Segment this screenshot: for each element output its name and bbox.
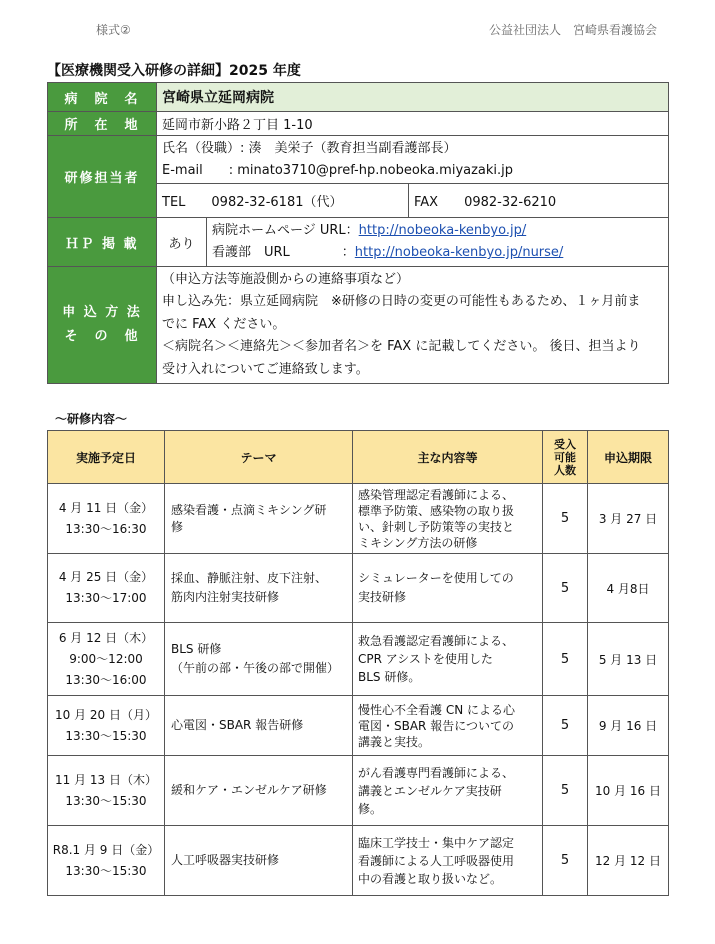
hospital-url-prefix: 病院ホームページ URL： <box>212 223 359 238</box>
header-capacity <box>543 431 588 484</box>
address-value: 延岡市新小路２丁目 1-10 <box>157 112 669 136</box>
content-cell <box>353 826 543 896</box>
date-cell <box>48 826 165 896</box>
content-line: 慢性心不全看護 CN による心 <box>358 702 515 717</box>
date-text: R8.1 月 9 日（金） <box>52 842 160 857</box>
schedule-header-row <box>48 431 669 484</box>
application-label-2: そ の 他 <box>64 329 140 344</box>
theme-line: 採血、静脈注射、皮下注射、 <box>171 571 328 585</box>
time-text: 13:30～16:00 <box>65 672 147 687</box>
application-note: （申込方法等施設側からの連絡事項など） <box>162 271 410 287</box>
organization-name: 公益社団法人 宮崎県看護協会 <box>488 23 657 37</box>
capacity-cell: 5 <box>543 826 588 896</box>
time-text: 13:30～16:30 <box>65 521 147 536</box>
theme-cell <box>165 756 353 826</box>
content-line: 標準予防策、感染物の取り扱 <box>358 503 515 518</box>
application-note: でに FAX ください。 <box>162 316 286 332</box>
date-text: 4 月 25 日（金） <box>58 570 154 584</box>
contact-name: 氏名（役職）: 湊 美栄子（教育担当副看護部長） <box>162 140 457 156</box>
schedule-row <box>48 554 669 623</box>
header-capacity-line: 人数 <box>554 463 576 477</box>
schedule-row <box>48 484 669 554</box>
theme-line: 緩和ケア・エンゼルケア研修 <box>171 783 327 797</box>
content-line: シミュレーターを使用しての <box>358 571 514 585</box>
header-deadline: 申込期限 <box>588 431 669 484</box>
capacity-cell: 5 <box>543 696 588 756</box>
time-text: 13:30～15:30 <box>65 728 147 743</box>
content-cell <box>353 756 543 826</box>
content-line: 講義とエンゼルケア実技研 <box>358 783 502 798</box>
nursing-url-link[interactable]: http://nobeoka-kenbyo.jp/nurse/ <box>354 245 564 260</box>
form-number: 様式② <box>96 23 131 37</box>
document-title: 【医療機関受入研修の詳細】2025 年度 <box>47 63 301 79</box>
deadline-cell: 4 月8日 <box>588 554 669 623</box>
capacity-cell: 5 <box>543 623 588 696</box>
content-line: 電図・SBAR 報告についての <box>358 718 514 733</box>
theme-cell <box>165 623 353 696</box>
capacity-cell: 5 <box>543 756 588 826</box>
content-line: 講義と実技。 <box>358 734 431 749</box>
homepage-urls <box>207 218 669 267</box>
homepage-label: ＨＰ 掲 載 <box>48 218 157 267</box>
deadline-cell: 12 月 12 日 <box>588 826 669 896</box>
content-line: BLS 研修。 <box>358 670 421 684</box>
content-cell <box>353 484 543 554</box>
schedule-row <box>48 826 669 896</box>
date-text: 10 月 20 日（月） <box>55 707 157 722</box>
date-cell <box>48 623 165 696</box>
deadline-cell: 3 月 27 日 <box>588 484 669 554</box>
date-text: 11 月 13 日（木） <box>55 772 157 787</box>
date-cell <box>48 756 165 826</box>
schedule-row <box>48 623 669 696</box>
application-note: 申し込み先：県立延岡病院 ※研修の日時の変更の可能性もあるため、１ヶ月前ま <box>162 294 641 310</box>
application-notes <box>157 267 669 384</box>
theme-line: （午前の部・午後の部で開催） <box>171 661 340 675</box>
time-text: 13:30～15:30 <box>65 863 147 878</box>
theme-line: 感染看護・点滴ミキシング研 <box>171 502 327 517</box>
contact-label: 研修担当者 <box>48 136 157 218</box>
deadline-cell: 5 月 13 日 <box>588 623 669 696</box>
content-line: CPR アシストを使用した <box>358 652 493 666</box>
capacity-cell: 5 <box>543 484 588 554</box>
date-cell <box>48 484 165 554</box>
schedule-row <box>48 696 669 756</box>
content-line: 救急看護認定看護師による、 <box>358 634 515 648</box>
capacity-cell: 5 <box>543 554 588 623</box>
nursing-url-prefix: 看護部 URL ： <box>212 245 355 260</box>
contact-details <box>157 136 669 184</box>
application-note: 受け入れについてご連絡致します。 <box>162 361 369 377</box>
address-row <box>48 112 669 136</box>
content-line: がん看護専門看護師による、 <box>358 765 515 780</box>
content-cell <box>353 554 543 623</box>
homepage-row <box>48 218 669 267</box>
training-schedule-table <box>47 430 669 896</box>
hospital-url-line <box>212 220 668 242</box>
hospital-info-table <box>47 82 669 384</box>
content-line: 臨床工学技士・集中ケア認定 <box>358 835 515 850</box>
deadline-cell: 10 月 16 日 <box>588 756 669 826</box>
hospital-url-link[interactable]: http://nobeoka-kenbyo.jp/ <box>358 223 527 238</box>
fax-value: FAX 0982-32-6210 <box>409 184 669 218</box>
hospital-label: 病 院 名 <box>48 83 157 112</box>
nursing-url-line <box>212 242 668 264</box>
content-cell <box>353 623 543 696</box>
date-cell <box>48 554 165 623</box>
contact-row <box>48 136 669 184</box>
application-label-1: 申 込 方 法 <box>62 305 142 320</box>
content-line: ミキシング方法の研修 <box>358 535 478 550</box>
theme-cell <box>165 696 353 756</box>
hospital-name: 宮崎県立延岡病院 <box>157 83 669 112</box>
contact-email: E-mail : minato3710@pref-hp.nobeoka.miyazaki.jp <box>162 162 514 178</box>
time-text: 9:00～12:00 <box>69 651 143 666</box>
theme-cell <box>165 484 353 554</box>
theme-cell <box>165 554 353 623</box>
homepage-status: あり <box>157 218 207 267</box>
theme-cell <box>165 826 353 896</box>
content-line: 実技研修 <box>358 590 407 604</box>
content-line: 中の看護と取り扱いなど。 <box>358 871 503 886</box>
header-theme: テーマ <box>165 431 353 484</box>
hospital-row <box>48 83 669 112</box>
theme-line: BLS 研修 <box>171 642 222 656</box>
deadline-cell: 9 月 16 日 <box>588 696 669 756</box>
header-content: 主な内容等 <box>353 431 543 484</box>
time-text: 13:30～17:00 <box>65 591 147 605</box>
application-row <box>48 267 669 384</box>
date-text: 6 月 12 日（木） <box>58 630 154 645</box>
theme-line: 筋肉内注射実技研修 <box>171 590 280 604</box>
section-title: ～研修内容～ <box>55 412 128 426</box>
content-line: 感染管理認定看護師による、 <box>358 487 515 502</box>
application-note: ＜病院名＞＜連絡先＞＜参加者名＞を FAX に記載してください。 後日、担当より <box>162 339 641 355</box>
header-capacity-line: 可能 <box>554 450 576 464</box>
content-line: 看護師による人工呼吸器使用 <box>358 853 515 868</box>
time-text: 13:30～15:30 <box>65 793 147 808</box>
theme-line: 心電図・SBAR 報告研修 <box>171 718 304 732</box>
header-capacity-line: 受入 <box>554 437 576 451</box>
theme-line: 人工呼吸器実技研修 <box>171 853 280 867</box>
content-cell <box>353 696 543 756</box>
theme-line: 修 <box>171 519 184 534</box>
content-line: 修。 <box>358 801 383 816</box>
schedule-row <box>48 756 669 826</box>
content-line: い、針刺し予防策等の実技と <box>358 519 515 534</box>
date-cell <box>48 696 165 756</box>
address-label: 所 在 地 <box>48 112 157 136</box>
header-date: 実施予定日 <box>48 431 165 484</box>
tel-value: TEL 0982-32-6181（代） <box>157 184 409 218</box>
date-text: 4 月 11 日（金） <box>58 500 154 515</box>
application-label <box>48 267 157 384</box>
